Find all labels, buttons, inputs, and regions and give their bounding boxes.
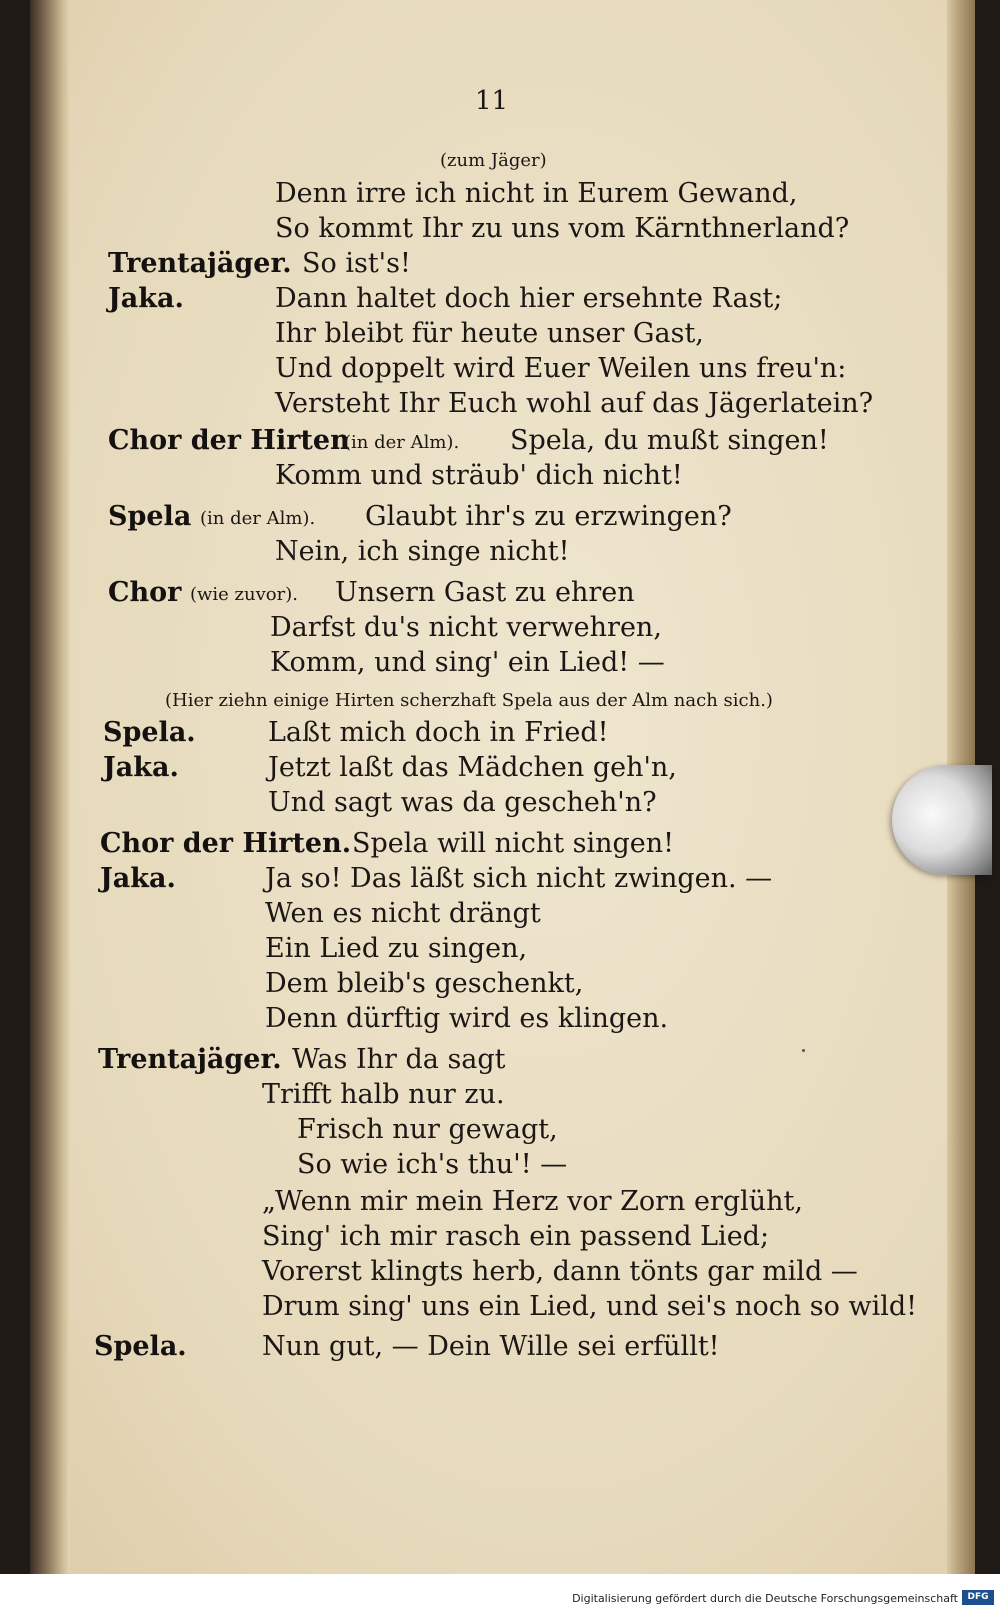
- verse-line: Laßt mich doch in Fried!: [268, 717, 609, 748]
- verse-line: Spela will nicht singen!: [352, 828, 675, 859]
- verse-line: Was Ihr da sagt: [292, 1044, 506, 1075]
- stage-direction: (zum Jäger): [440, 150, 547, 171]
- speaker-name: Chor: [108, 577, 182, 608]
- stage-direction: (in der Alm).: [344, 432, 460, 453]
- verse-line: Ja so! Das läßt sich nicht zwingen. —: [265, 863, 773, 894]
- speaker-name: Spela.: [94, 1331, 187, 1362]
- verse-line: Dem bleib's geschenkt,: [265, 968, 584, 999]
- verse-line: Ein Lied zu singen,: [265, 933, 528, 964]
- dfg-logo: DFG: [962, 1590, 994, 1605]
- verse-line: Unsern Gast zu ehren: [335, 577, 635, 608]
- verse-line: Komm, und sing' ein Lied! —: [270, 647, 665, 678]
- speaker-name: Jaka.: [103, 752, 179, 783]
- verse-line: Vorerst klingts herb, dann tönts gar mild —: [262, 1256, 858, 1287]
- stage-direction: (wie zuvor).: [190, 584, 298, 605]
- verse-line: Nein, ich singe nicht!: [275, 536, 570, 567]
- stage-direction: (Hier ziehn einige Hirten scherzhaft Spela aus der Alm nach sich.): [165, 690, 773, 711]
- speaker-name: Jaka.: [108, 283, 184, 314]
- verse-line: Drum sing' uns ein Lied, und sei's noch so wild!: [262, 1291, 918, 1322]
- page-clip: [892, 765, 992, 875]
- speaker-name: Trentajäger.: [108, 248, 292, 279]
- verse-line: Dann haltet doch hier ersehnte Rast;: [275, 283, 783, 314]
- speaker-name: Chor der Hirten.: [100, 828, 352, 859]
- verse-line: Sing' ich mir rasch ein passend Lied;: [262, 1221, 770, 1252]
- verse-line: Nun gut, — Dein Wille sei erfüllt!: [262, 1331, 720, 1362]
- speaker-name: Spela.: [103, 717, 196, 748]
- verse-line: Trifft halb nur zu.: [262, 1079, 505, 1110]
- verse-line: Darfst du's nicht verwehren,: [270, 612, 662, 643]
- verse-line: Wen es nicht drängt: [265, 898, 541, 929]
- verse-line: Glaubt ihr's zu erzwingen?: [365, 501, 732, 532]
- page-number: 11: [475, 86, 509, 116]
- speaker-name: Chor der Hirten: [108, 425, 350, 456]
- verse-line: „Wenn mir mein Herz vor Zorn erglüht,: [262, 1186, 803, 1217]
- verse-line: So wie ich's thu'! —: [297, 1149, 568, 1180]
- verse-line: Komm und sträub' dich nicht!: [275, 460, 683, 491]
- verse-line: So kommt Ihr zu uns vom Kärnthnerland?: [275, 213, 850, 244]
- verse-line: Versteht Ihr Euch wohl auf das Jägerlatein?: [275, 388, 874, 419]
- verse-line: Frisch nur gewagt,: [297, 1114, 558, 1145]
- verse-line: Und doppelt wird Euer Weilen uns freu'n:: [275, 353, 847, 384]
- verse-line: Jetzt laßt das Mädchen geh'n,: [268, 752, 677, 783]
- speaker-name: Trentajäger.: [98, 1044, 282, 1075]
- speaker-name: Spela: [108, 501, 192, 532]
- footer-credit: Digitalisierung gefördert durch die Deutsche Forschungsgemeinschaft: [572, 1592, 958, 1605]
- verse-line: Spela, du mußt singen!: [510, 425, 829, 456]
- verse-line: Ihr bleibt für heute unser Gast,: [275, 318, 704, 349]
- speck: [802, 1049, 805, 1052]
- stage-direction: (in der Alm).: [200, 508, 316, 529]
- book-gutter: [30, 0, 70, 1574]
- verse-line: So ist's!: [302, 248, 411, 279]
- verse-line: Und sagt was da gescheh'n?: [268, 787, 657, 818]
- verse-line: Denn dürftig wird es klingen.: [265, 1003, 669, 1034]
- verse-line: Denn irre ich nicht in Eurem Gewand,: [275, 178, 798, 209]
- speaker-name: Jaka.: [100, 863, 176, 894]
